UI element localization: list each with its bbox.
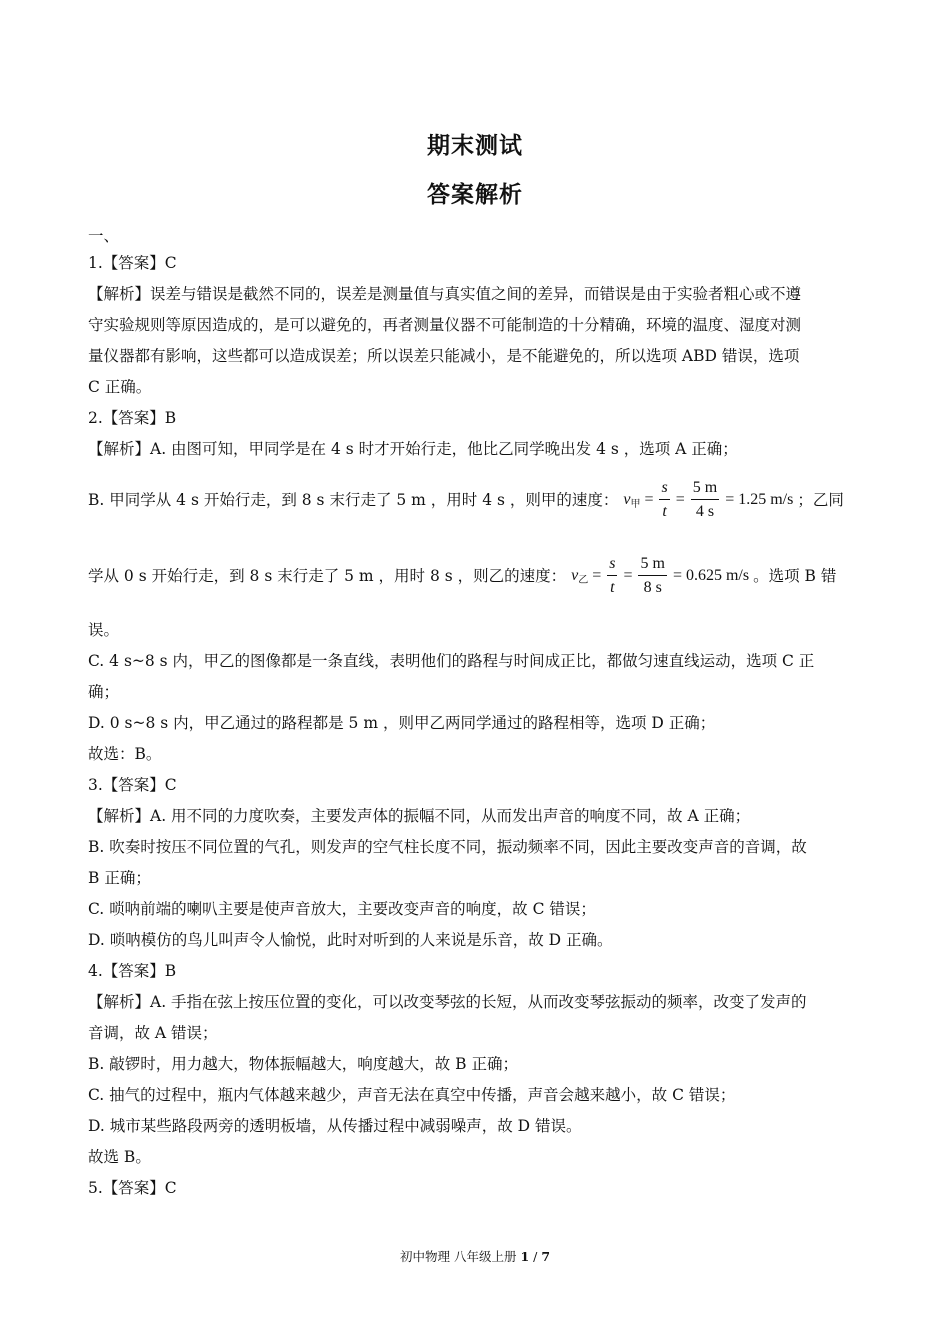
equals-sign: =: [675, 490, 685, 508]
q4-option-a-line-1: 【解析】A. 手指在弦上按压位置的变化，可以改变琴弦的长短，从而改变琴弦振动的频率，改变了发声的: [88, 993, 807, 1011]
q4-option-c: C. 抽气的过程中，瓶内气体越来越少，声音无法在真空中传播，声音会越来越小，故 C 错误；: [88, 1086, 736, 1104]
page-total: 7: [541, 1249, 551, 1264]
velocity-formula-a: [623, 479, 797, 520]
q4-answer: 4.【答案】B: [88, 962, 177, 980]
q5-answer: 5.【答案】C: [88, 1179, 177, 1197]
q2-option-d: D. 0 s~8 s 内，甲乙通过的路程都是 5 m ，则甲乙两同学通过的路程相等，选项 D 正确；: [88, 714, 716, 732]
page-title: 期末测试: [427, 133, 523, 159]
q3-option-c: C. 唢呐前端的喇叭主要是使声音放大，主要改变声音的响度，故 C 错误；: [88, 900, 596, 918]
q2-option-a: 【解析】A. 由图可知，甲同学是在 4 s 时才开始行走，他比乙同学晚出发 4 s ，选项 A 正确；: [88, 440, 738, 458]
q1-answer: 1.【答案】C: [88, 254, 177, 272]
q2-b-text-tail: ；乙同: [797, 491, 844, 509]
q2-conclusion: 故选：B。: [88, 745, 162, 763]
equals-sign: =: [623, 566, 633, 584]
fraction-values: [638, 554, 666, 598]
q3-option-b-line-2: B 正确；: [88, 869, 151, 887]
fraction-numerator: 5 m: [638, 554, 666, 576]
q4-option-d: D. 城市某些路段两旁的透明板墙，从传播过程中减弱噪声，故 D 错误。: [88, 1117, 582, 1135]
page-number: 1: [520, 1249, 530, 1264]
fraction-numerator: 5 m: [691, 478, 719, 500]
fraction-denominator: t: [662, 503, 667, 520]
velocity-subscript: 甲: [630, 498, 641, 510]
q4-option-a-line-2: 音调，故 A 错误；: [88, 1024, 218, 1042]
result-value: = 1.25 m/s: [725, 490, 794, 508]
q2-option-b-line-1: [88, 478, 844, 522]
section-heading: 一、: [88, 227, 120, 245]
q2-option-b-line-3: 误。: [88, 621, 120, 639]
q3-answer: 3.【答案】C: [88, 776, 177, 794]
fraction-denominator: 8 s: [643, 579, 662, 596]
fraction-values: [691, 478, 719, 522]
q2-option-c-line-2: 确；: [88, 683, 120, 701]
q1-analysis-line-4: C 正确。: [88, 378, 152, 396]
fraction-s-over-t: [659, 478, 669, 522]
page-footer: [0, 1247, 950, 1265]
q2-answer: 2.【答案】B: [88, 409, 177, 427]
fraction-s-over-t: [607, 554, 617, 598]
q2-b2-text-tail: 。选项 B 错: [753, 567, 837, 585]
result-value: = 0.625 m/s: [672, 566, 750, 584]
q3-option-b-line-1: B. 吹奏时按压不同位置的气孔，则发声的空气柱长度不同，振动频率不同，因此主要改变声音的音调，故: [88, 838, 807, 856]
q2-option-c-line-1: C. 4 s~8 s 内，甲乙的图像都是一条直线，表明他们的路程与时间成正比，都做匀速直线运动，选项 C 正: [88, 652, 815, 670]
q4-option-b: B. 敲锣时，用力越大，物体振幅越大，响度越大，故 B 正确；: [88, 1055, 518, 1073]
equals-sign: =: [592, 566, 602, 584]
q4-conclusion: 故选 B。: [88, 1148, 151, 1166]
velocity-symbol: v: [623, 490, 631, 508]
q1-analysis-line-3: 量仪器都有影响，这些都可以造成误差；所以误差只能减小，是不能避免的，所以选项 ABD 错误，选项: [88, 347, 800, 365]
q3-option-d: D. 唢呐模仿的鸟儿叫声令人愉悦，此时对听到的人来说是乐音，故 D 正确。: [88, 931, 613, 949]
page-subtitle: 答案解析: [427, 182, 523, 208]
q2-b2-text: 学从 0 s 开始行走，到 8 s 末行走了 5 m ，用时 8 s ，则乙的速度：: [88, 567, 567, 585]
velocity-formula-b: [571, 555, 753, 596]
q2-option-b-line-2: [88, 554, 836, 598]
fraction-numerator: s: [607, 554, 617, 576]
velocity-subscript: 乙: [578, 574, 589, 586]
equals-sign: =: [644, 490, 654, 508]
q2-b-text: B. 甲同学从 4 s 开始行走，到 8 s 末行走了 5 m ，用时 4 s ，则甲的速度：: [88, 491, 619, 509]
page-separator: /: [529, 1249, 542, 1264]
q3-option-a: 【解析】A. 用不同的力度吹奏，主要发声体的振幅不同，从而发出声音的响度不同，故 A 正确；: [88, 807, 751, 825]
q1-analysis-line-1: 【解析】误差与错误是截然不同的，误差是测量值与真实值之间的差异，而错误是由于实验者粗心或不遵: [88, 285, 802, 303]
footer-text: 初中物理 八年级上册: [399, 1249, 521, 1264]
fraction-numerator: s: [659, 478, 669, 500]
fraction-denominator: 4 s: [695, 503, 715, 520]
fraction-denominator: t: [610, 579, 615, 596]
velocity-symbol: v: [571, 566, 579, 584]
q1-analysis-line-2: 守实验规则等原因造成的，是可以避免的，再者测量仪器不可能制造的十分精确，环境的温度、湿度对测: [88, 316, 802, 334]
